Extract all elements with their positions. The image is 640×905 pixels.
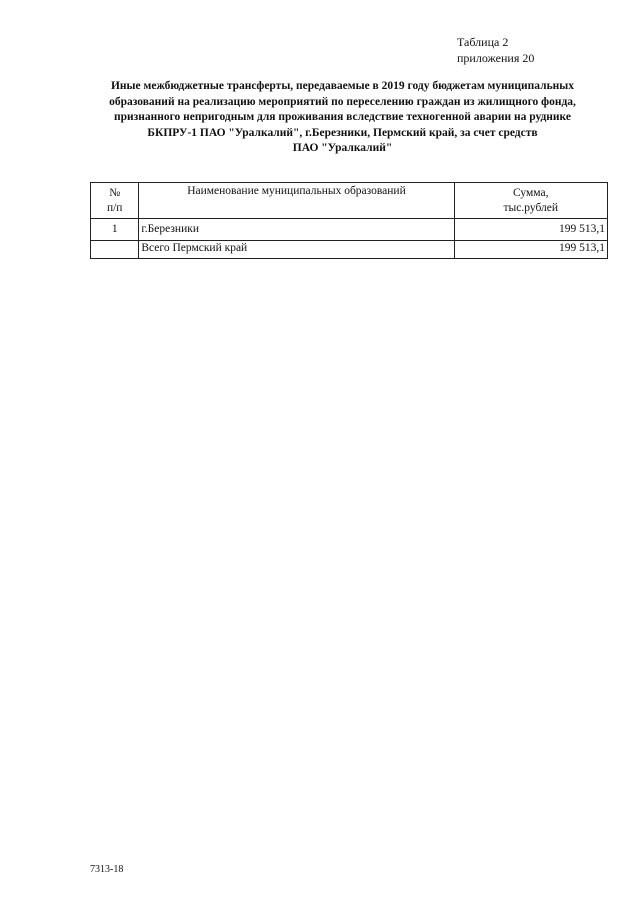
row-sum: 199 513,1 [454,219,607,241]
row-number: 1 [91,219,139,241]
title-line-3: признанного непригодным для проживания вследствие техногенной аварии на руднике [113,111,572,123]
header-number [91,183,139,219]
appendix-number: приложения 20 [457,51,535,65]
header-sum-label: Сумма, [513,186,549,199]
row-municipality: г.Березники [139,219,454,241]
table-header-row [91,183,608,219]
title-line-5: ПАО "Уралкалий" [292,142,393,154]
total-row-sum: 199 513,1 [454,241,607,259]
table-reference [457,34,534,66]
total-row-label: Всего Пермский край [139,241,454,259]
transfers-table [90,182,608,259]
total-row-number [91,241,139,259]
title-line-1: Иные межбюджетные трансферты, передаваемые в 2019 году бюджетам муниципальных [110,80,575,92]
table-row [91,219,608,241]
header-sum [454,183,607,219]
table-total-row [91,241,608,259]
document-title [90,79,595,157]
header-sum-unit: тыс.рублей [503,201,559,214]
header-number-abbrev: п/п [106,201,123,214]
document-code: 7313-18 [90,864,124,875]
header-municipality-label: Наименование муниципальных образований [187,185,406,197]
table-number: Таблица 2 [457,35,509,49]
header-municipality [139,183,454,219]
title-line-2: образований на реализацию мероприятий по переселению граждан из жилищного фонда, [109,95,576,108]
title-line-4: БКПРУ-1 ПАО "Уралкалий", г.Березники, Пермский край, за счет средств [147,126,538,139]
header-number-symbol: № [109,186,121,199]
